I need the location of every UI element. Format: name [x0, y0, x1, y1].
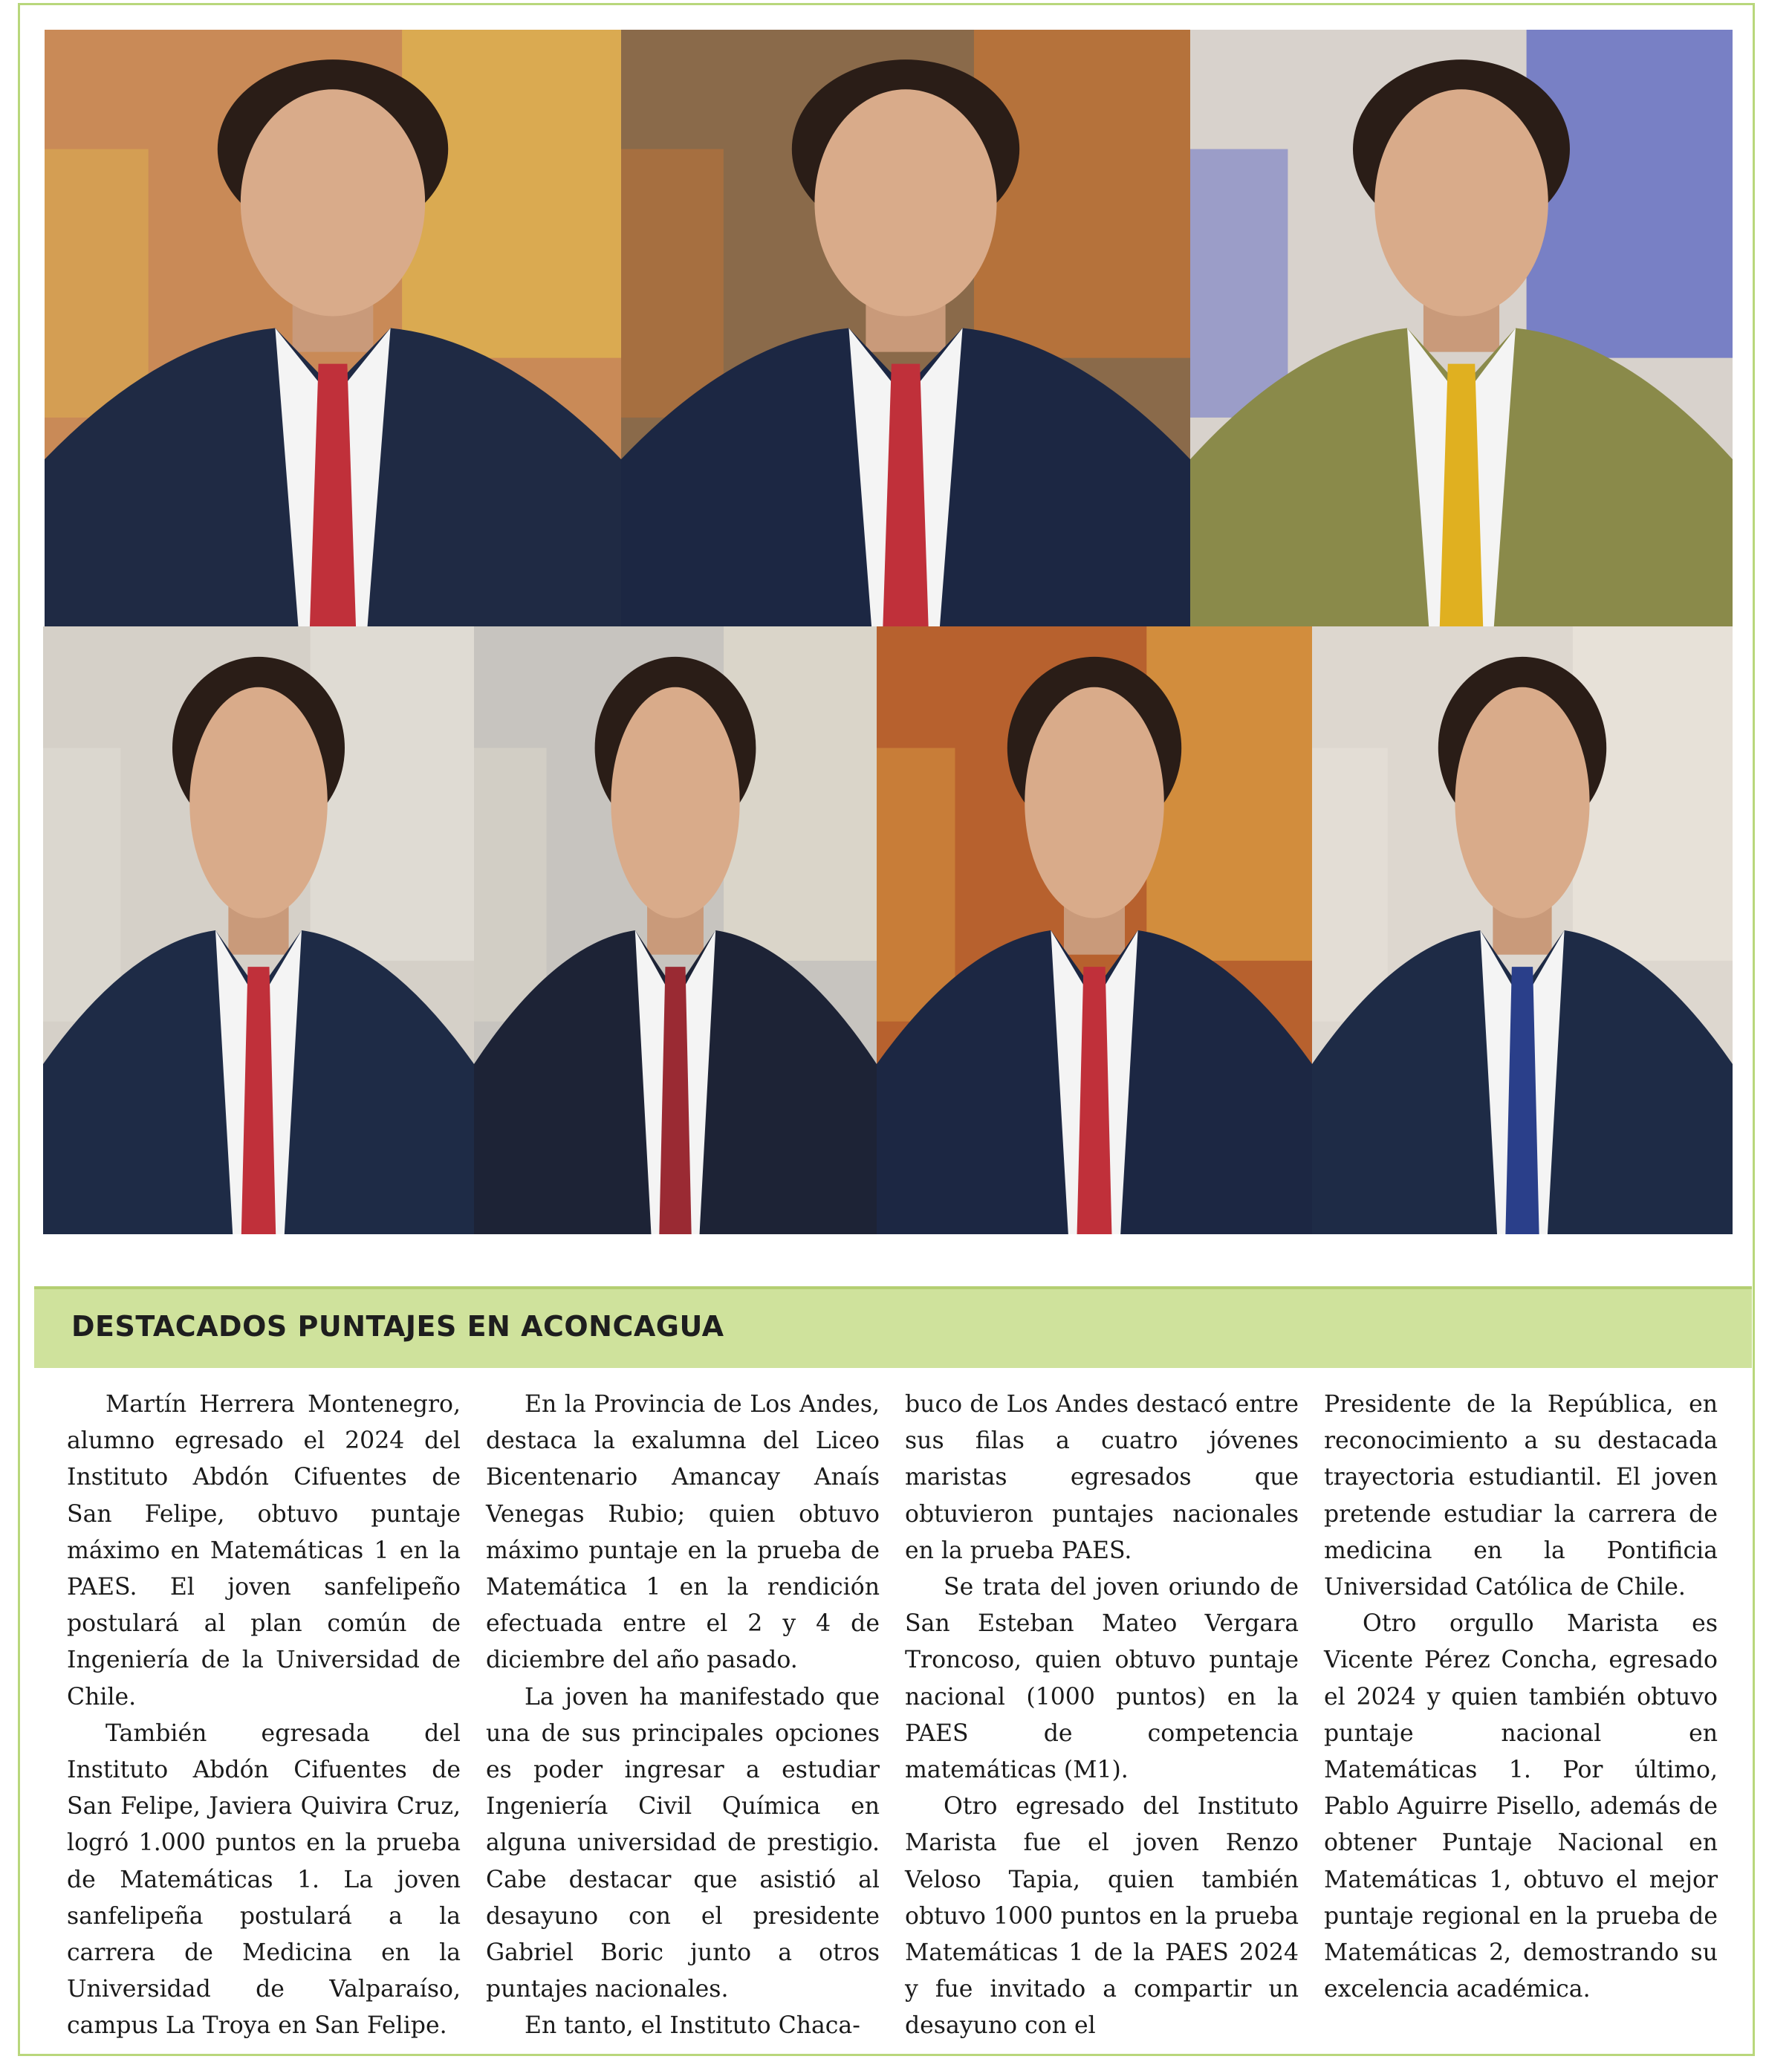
photo-javiera-quivira	[1312, 626, 1733, 1234]
paragraph: En la Provincia de Los Andes, destaca la exalumna del Liceo Bicentenario Amancay Anaís Venegas Rubio; quien obtuvo máximo puntaje en la prueba de Matemática 1 en la rendición efectuada entre el 2 y 4 de diciembre del año pasado.	[486, 1391, 880, 1674]
paragraph: La joven ha manifestado que una de sus principales opciones es poder ingresar a estudiar Ingeniería Civil Química en alguna universidad de prestigio. Cabe destacar que asistió al desayuno con el presidente Gabriel Boric junto a otros puntajes nacionales.	[486, 1683, 880, 2003]
paragraph: buco de Los Andes destacó entre sus filas a cuatro jóvenes maristas egresados que obtuvieron puntajes nacionales en la prueba PAES.	[905, 1391, 1299, 1564]
section-title: DESTACADOS PUNTAJES EN ACONCAGUA	[71, 1310, 724, 1343]
photo-renzo-veloso	[621, 30, 1190, 626]
paragraph: También egresada del Instituto Abdón Cifuentes de San Felipe, Javiera Quivira Cruz, logró 1.000 puntos en la prueba de Matemáticas 1. La joven sanfelipeña postulará a la carrera de Medicina en la Universidad de Valparaíso, campus La Troya en San Felipe.	[67, 1719, 461, 2040]
photo-martin-herrera	[45, 30, 621, 626]
paragraph: Se trata del joven oriundo de San Esteban Mateo Vergara Troncoso, quien obtuvo puntaje nacional (1000 puntos) en la PAES de competencia matemáticas (M1).	[905, 1574, 1299, 1784]
article-column-1	[67, 1387, 461, 2045]
paragraph: En tanto, el Instituto Chaca-	[525, 2012, 860, 2040]
section-banner	[34, 1286, 1752, 1368]
photo-anais-venegas	[474, 626, 877, 1234]
paragraph: Presidente de la República, en reconocimiento a su destacada trayectoria estudiantil. El joven pretende estudiar la carrera de medicina en la Pontificia Universidad Católica de Chile.	[1324, 1391, 1718, 1601]
article-column-2	[486, 1387, 880, 2045]
photo-vicente-perez	[43, 626, 474, 1234]
photo-mateo-vergara	[877, 626, 1312, 1234]
paragraph: Otro orgullo Marista es Vicente Pérez Concha, egresado el 2024 y quien también obtuvo puntaje nacional en Matemáticas 1. Por último, Pablo Aguirre Pisello, además de obtener Puntaje Nacional en Matemáticas 1, obtuvo el mejor puntaje regional en la prueba de Matemáticas 2, demostrando su excelencia académica.	[1324, 1610, 1718, 2003]
article-column-4	[1324, 1387, 1718, 2008]
article-column-3	[905, 1387, 1299, 2045]
paragraph: Otro egresado del Instituto Marista fue el joven Renzo Veloso Tapia, quien también obtuvo 1000 puntos en la prueba Matemáticas 1 de la PAES 2024 y fue invitado a compartir un desayuno con el	[905, 1793, 1299, 2040]
photo-graduate-cap	[1190, 30, 1733, 626]
paragraph: Martín Herrera Montenegro, alumno egresado el 2024 del Instituto Abdón Cifuentes de San Felipe, obtuvo puntaje máximo en Matemáticas 1 en la PAES. El joven sanfelipeño postulará al plan común de Ingeniería de la Universidad de Chile.	[67, 1391, 461, 1711]
